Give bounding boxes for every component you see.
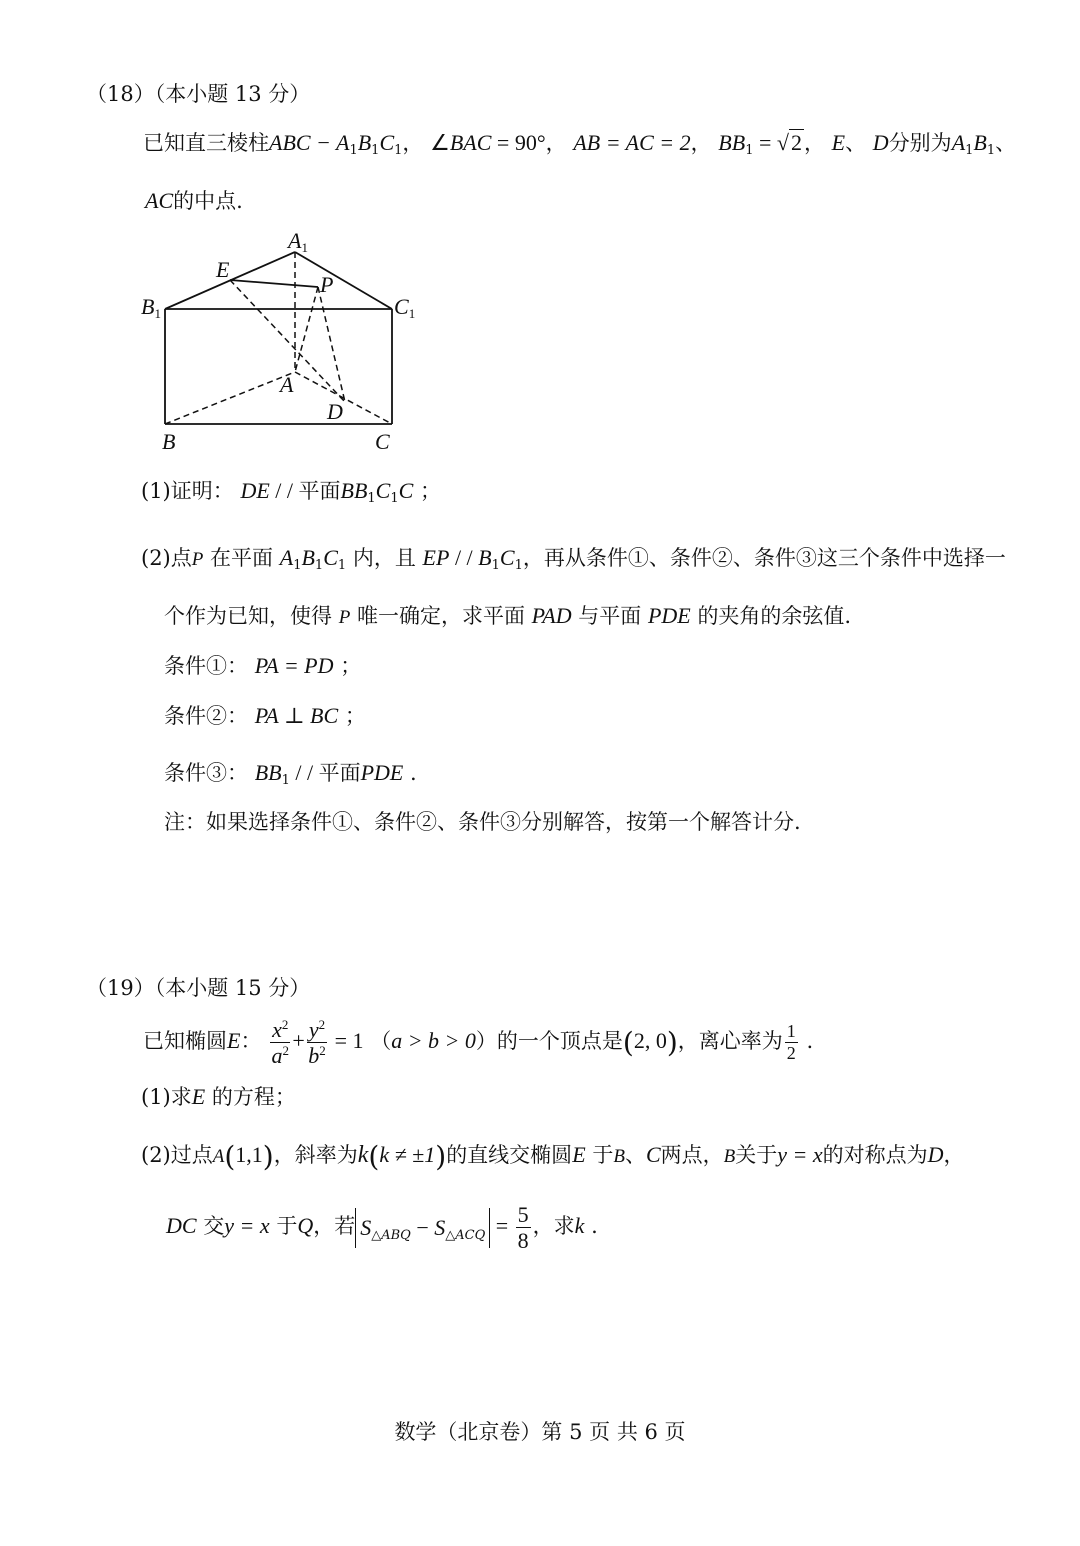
q19-intro: 已知椭圆E： $\frac{x^2}{a^2}$ + $\frac{y^2}{b^2}$ = 1 （a > b > 0）的一个顶点是(2, 0)，离心率为 $\frac{1}{2}$ . — [143, 1016, 814, 1068]
label-P: P — [320, 272, 334, 297]
segment-E-P — [230, 280, 318, 287]
q18-condition-3: 条件③： $BB_1$ / / 平面PDE . — [164, 760, 417, 788]
segment-P-D — [318, 287, 345, 402]
q18-part1: (1)证明： DE / / 平面$BB_1C_1C$ ； — [141, 478, 442, 506]
label-C: C — [375, 429, 390, 454]
label-A1: A1 — [288, 228, 308, 255]
q19-part1: (1)求E 的方程； — [141, 1084, 296, 1109]
q19-part2-line1: (2)过点A(1,1)，斜率为k(k ≠ ±1)的直线交椭圆E 于B、C两点，B关于y = x的对称点为D， — [141, 1140, 965, 1173]
q18-part2-line1: (2)点P 在平面 $A_1B_1C_1$ 内，且 EP / / $B_1C_1$，再从条件①、条件②、条件③这三个条件中选择一 — [141, 545, 1006, 573]
page-footer: 数学（北京卷）第 5 页 共 6 页 — [394, 1420, 686, 1444]
label-B: B — [162, 429, 176, 454]
segment-P-A — [295, 287, 318, 372]
q18-intro-line1: 已知直三棱柱ABC − $A_1B_1C_1$， ∠BAC = 90°， AB = AC = 2， $BB_1 = √2$， E、 D分别为$A_1B_1$、 — [143, 130, 1017, 158]
q18-intro-line2: AC的中点. — [145, 188, 243, 213]
label-B1: B1 — [141, 294, 161, 321]
q18-condition-2: 条件②： PA ⊥ BC ； — [164, 703, 366, 728]
q18-header: （18）（本小题 13 分） — [86, 82, 311, 106]
q19-header: （19）（本小题 15 分） — [86, 976, 311, 1000]
edge-A1-C1 — [295, 252, 392, 309]
q18-condition-1: 条件①： PA = PD ； — [164, 653, 362, 678]
label-C1: C1 — [394, 294, 416, 321]
edge-B-A — [165, 372, 295, 424]
q18-note: 注：如果选择条件①、条件②、条件③分别解答，按第一个解答计分. — [164, 810, 801, 834]
q19-part2-line2: DC 交y = x 于Q，若 $S_{\triangle ABQ} - S_{\triangle ACQ}$ = $\frac{5}{8}$ ，求k . — [166, 1201, 598, 1253]
label-A: A — [280, 372, 294, 397]
label-D: D — [327, 399, 343, 424]
label-E: E — [216, 257, 230, 282]
prism-figure — [130, 222, 430, 462]
q18-part2-line2: 个作为已知，使得 P 唯一确定，求平面 PAD 与平面 PDE 的夹角的余弦值. — [164, 603, 852, 628]
